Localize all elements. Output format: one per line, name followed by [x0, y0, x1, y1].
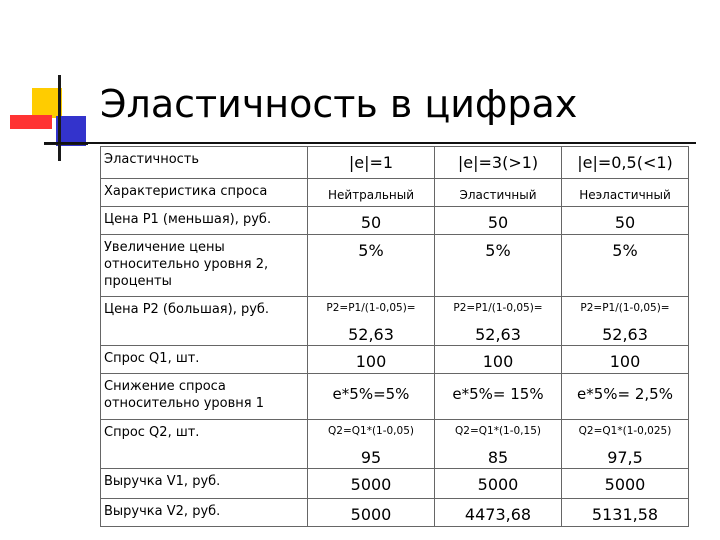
table-cell: Нейтральный — [308, 179, 435, 207]
table-cell: 5131,58 — [562, 499, 689, 527]
result-value: 95 — [360, 448, 382, 467]
formula-text: P2=P1/(1-0,05)= — [326, 302, 416, 314]
table-cell: 50 — [562, 207, 689, 235]
table-cell: 100 — [435, 346, 562, 374]
table-cell — [308, 420, 435, 469]
result-value: 85 — [487, 448, 509, 467]
title-underline — [44, 142, 696, 144]
table-cell: 5% — [435, 235, 562, 297]
result-value: 97,5 — [607, 448, 643, 467]
table-cell: e*5%=5% — [308, 374, 435, 420]
table-cell: 5% — [562, 235, 689, 297]
formula-text: Q2=Q1*(1-0,05) — [328, 425, 414, 437]
table-row — [101, 420, 689, 469]
table-cell: Неэластичный — [562, 179, 689, 207]
row-label: Спрос Q1, шт. — [101, 346, 308, 374]
formula-text: P2=P1/(1-0,05)= — [453, 302, 543, 314]
result-value: 52,63 — [602, 325, 648, 344]
table-row — [101, 499, 689, 527]
result-value: 52,63 — [348, 325, 394, 344]
formula-text: P2=P1/(1-0,05)= — [580, 302, 670, 314]
table-cell: 5% — [308, 235, 435, 297]
table-cell: 50 — [435, 207, 562, 235]
column-header: |e|=1 — [308, 147, 435, 179]
table-cell — [435, 297, 562, 346]
table-cell: 5000 — [308, 499, 435, 527]
column-header: |e|=3(>1) — [435, 147, 562, 179]
table-cell: Эластичный — [435, 179, 562, 207]
row-label: Цена P2 (большая), руб. — [101, 297, 308, 346]
row-label: Увеличение цены относительно уровня 2, проценты — [101, 235, 308, 297]
table-row — [101, 235, 689, 297]
table-cell: 5000 — [308, 469, 435, 499]
table-cell: 100 — [562, 346, 689, 374]
table-row — [101, 207, 689, 235]
row-label: Цена P1 (меньшая), руб. — [101, 207, 308, 235]
decor-vertical-line — [58, 75, 61, 161]
header-label: Эластичность — [101, 147, 308, 179]
result-value: 52,63 — [475, 325, 521, 344]
row-label: Спрос Q2, шт. — [101, 420, 308, 469]
row-label: Выручка V2, руб. — [101, 499, 308, 527]
table-row — [101, 346, 689, 374]
table-cell: 4473,68 — [435, 499, 562, 527]
table-cell: 100 — [308, 346, 435, 374]
elasticity-table — [100, 146, 689, 527]
table-row — [101, 374, 689, 420]
table-cell: e*5%= 2,5% — [562, 374, 689, 420]
table-row — [101, 297, 689, 346]
table-cell — [308, 297, 435, 346]
decor-red-bar — [10, 115, 52, 129]
table-cell: 5000 — [562, 469, 689, 499]
formula-text: Q2=Q1*(1-0,025) — [578, 425, 672, 437]
table-cell: e*5%= 15% — [435, 374, 562, 420]
table-row — [101, 469, 689, 499]
table-cell — [562, 297, 689, 346]
table-cell: 50 — [308, 207, 435, 235]
elasticity-table-wrap — [100, 146, 689, 527]
table-cell: 5000 — [435, 469, 562, 499]
table-cell — [435, 420, 562, 469]
table-row — [101, 179, 689, 207]
row-label: Характеристика спроса — [101, 179, 308, 207]
table-cell — [562, 420, 689, 469]
slide-title: Эластичность в цифрах — [100, 82, 578, 126]
row-label: Снижение спроса относительно уровня 1 — [101, 374, 308, 420]
formula-text: Q2=Q1*(1-0,15) — [455, 425, 541, 437]
row-label: Выручка V1, руб. — [101, 469, 308, 499]
column-header: |e|=0,5(<1) — [562, 147, 689, 179]
table-header-row — [101, 147, 689, 179]
